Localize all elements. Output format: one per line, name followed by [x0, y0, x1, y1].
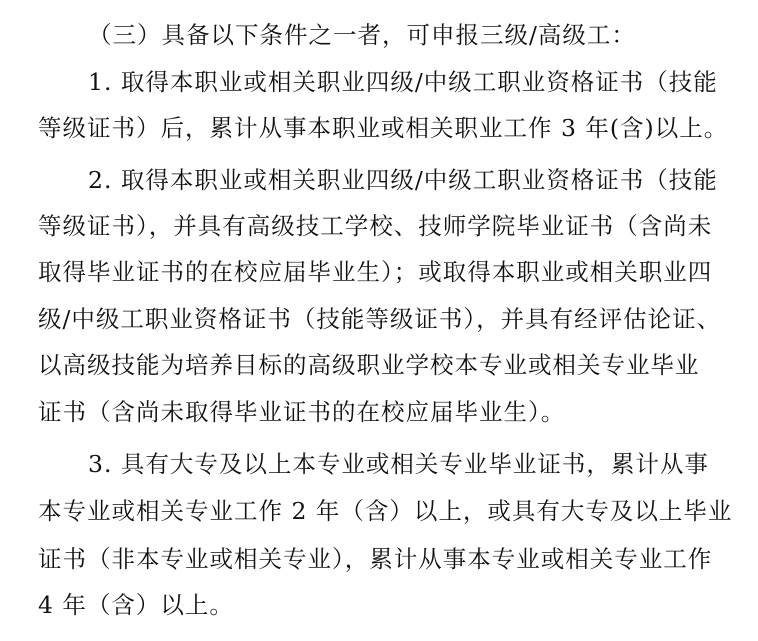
item-2-line-6: 证书（含尚未取得毕业证书的在校应届毕业生）。: [38, 398, 566, 426]
item-2-line-2: 等级证书），并具有高级技工学校、技师学院毕业证书（含尚未: [38, 212, 713, 240]
item-1-line-1: 1. 取得本职业或相关职业四级/中级工职业资格证书（技能: [88, 68, 718, 96]
item-2-line-1: 2. 取得本职业或相关职业四级/中级工职业资格证书（技能: [88, 166, 718, 194]
item-2-line-4: 级/中级工职业资格证书（技能等级证书），并具有经评估论证、: [38, 305, 722, 333]
item-2-line-5: 以高级技能为培养目标的高级职业学校本专业或相关专业毕业: [38, 351, 700, 379]
item-3-line-4: 4 年（含）以上。: [38, 591, 234, 619]
item-3-line-3: 证书（非本专业或相关专业），累计从事本专业或相关专业工作: [38, 545, 713, 573]
item-3-line-2: 本专业或相关专业工作 2 年（含）以上，或具有大专及以上毕业: [38, 497, 733, 525]
item-2-line-3: 取得毕业证书的在校应届毕业生）；或取得本职业或相关职业四: [38, 258, 713, 286]
item-1-line-2: 等级证书）后，累计从事本职业或相关职业工作 3 年(含)以上。: [38, 114, 729, 142]
section-heading: （三）具备以下条件之一者，可申报三级/高级工：: [88, 21, 636, 49]
item-3-line-1: 3. 具有大专及以上本专业或相关专业毕业证书，累计从事: [88, 450, 709, 478]
